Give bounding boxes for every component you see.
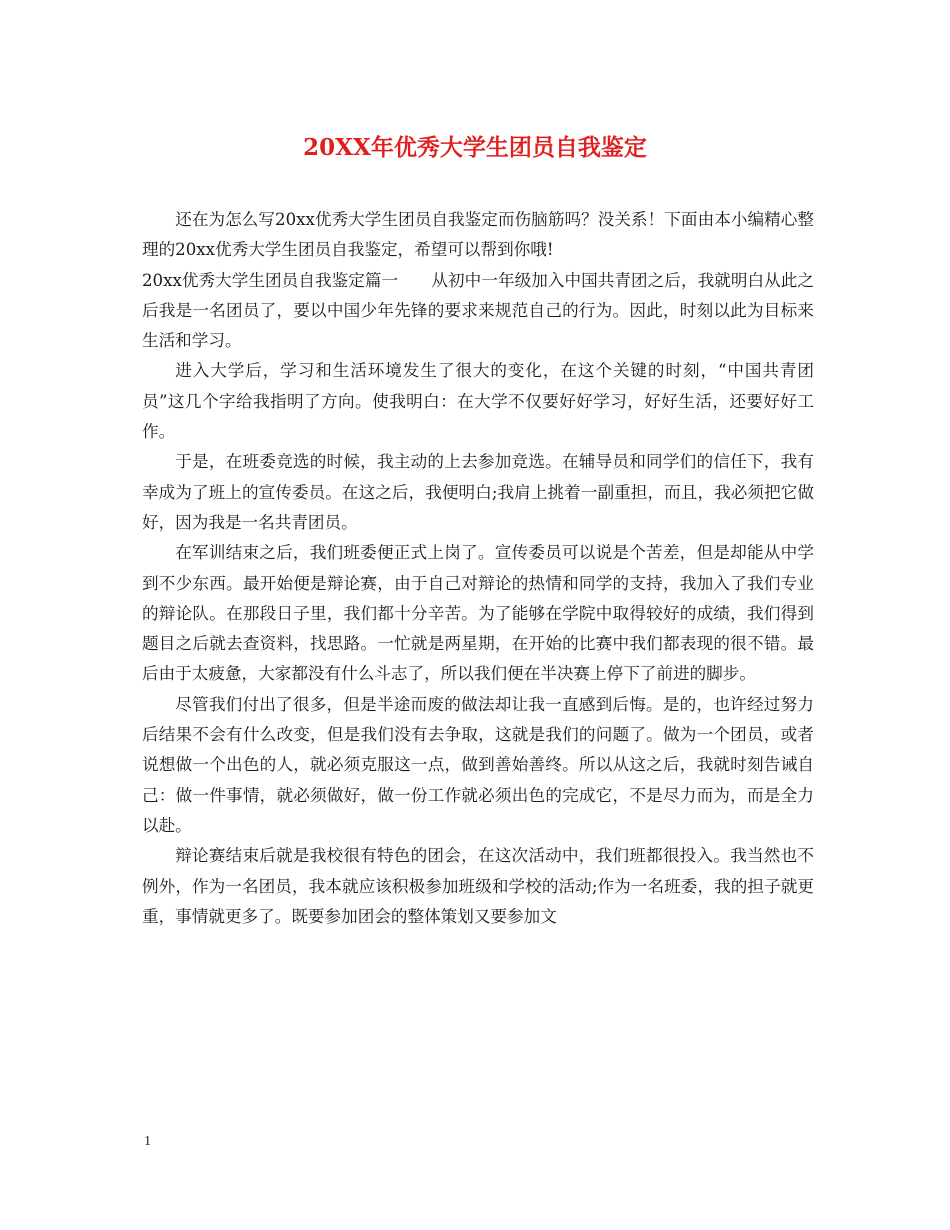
paragraph: 进入大学后，学习和生活环境发生了很大的变化，在这个关键的时刻，“中国共青团员”这几个字给我指明了方向。使我明白：在大学不仅要好好学习，好好生活，还要好好工作。 (142, 361, 814, 442)
paragraph: 于是，在班委竞选的时候，我主动的上去参加竞选。在辅导员和同学们的信任下，我有幸成为了班上的宣传委员。在这之后，我便明白;我肩上挑着一副重担，而且，我必须把它做好，因为我是一名共青团员。 (142, 452, 814, 532)
page-number: 1 (144, 1134, 151, 1149)
paragraph: 尽管我们付出了很多，但是半途而废的做法却让我一直感到后悔。是的，也许经过努力后结果不会有什么改变，但是我们没有去争取，这就是我们的问题了。做为一个团员，或者说想做一个出色的人，就必须克服这一点，做到善始善终。所以从这之后，我就时刻告诫自己：做一件事情，就必须做好，做一份工作就必须出色的完成它，不是尽力而为，而是全力以赴。 (142, 694, 814, 835)
paragraph: 在军训结束之后，我们班委便正式上岗了。宣传委员可以说是个苦差，但是却能从中学到不少东西。最开始便是辩论赛，由于自己对辩论的热情和同学的支持，我加入了我们专业的辩论队。在那段日子里，我们都十分辛苦。为了能够在学院中取得较好的成绩，我们得到题目之后就去查资料，找思路。一忙就是两星期，在开始的比赛中我们都表现的很不错。最后由于太疲惫，大家都没有什么斗志了，所以我们便在半决赛上停下了前进的脚步。 (142, 543, 814, 684)
paragraph-section-one: 20xx优秀大学生团员自我鉴定篇一 从初中一年级加入中国共青团之后，我就明白从此之后我是一名团员了，要以中国少年先锋的要求来规范自己的行为。因此，时刻以此为目标来生活和学习。 (142, 270, 814, 351)
paragraph: 辩论赛结束后就是我校很有特色的团会，在这次活动中，我们班都很投入。我当然也不例外，作为一名团员，我本就应该积极参加班级和学校的活动;作为一名班委，我的担子就更重，事情就更多了。既要参加团会的整体策划又要参加文 (142, 846, 814, 926)
document-title: 20XX年优秀大学生团员自我鉴定 (303, 134, 647, 161)
document-body (142, 205, 814, 932)
paragraph-intro: 还在为怎么写20xx优秀大学生团员自我鉴定而伤脑筋吗？没关系！下面由本小编精心整理的20xx优秀大学生团员自我鉴定，希望可以帮到你哦! (142, 210, 814, 260)
